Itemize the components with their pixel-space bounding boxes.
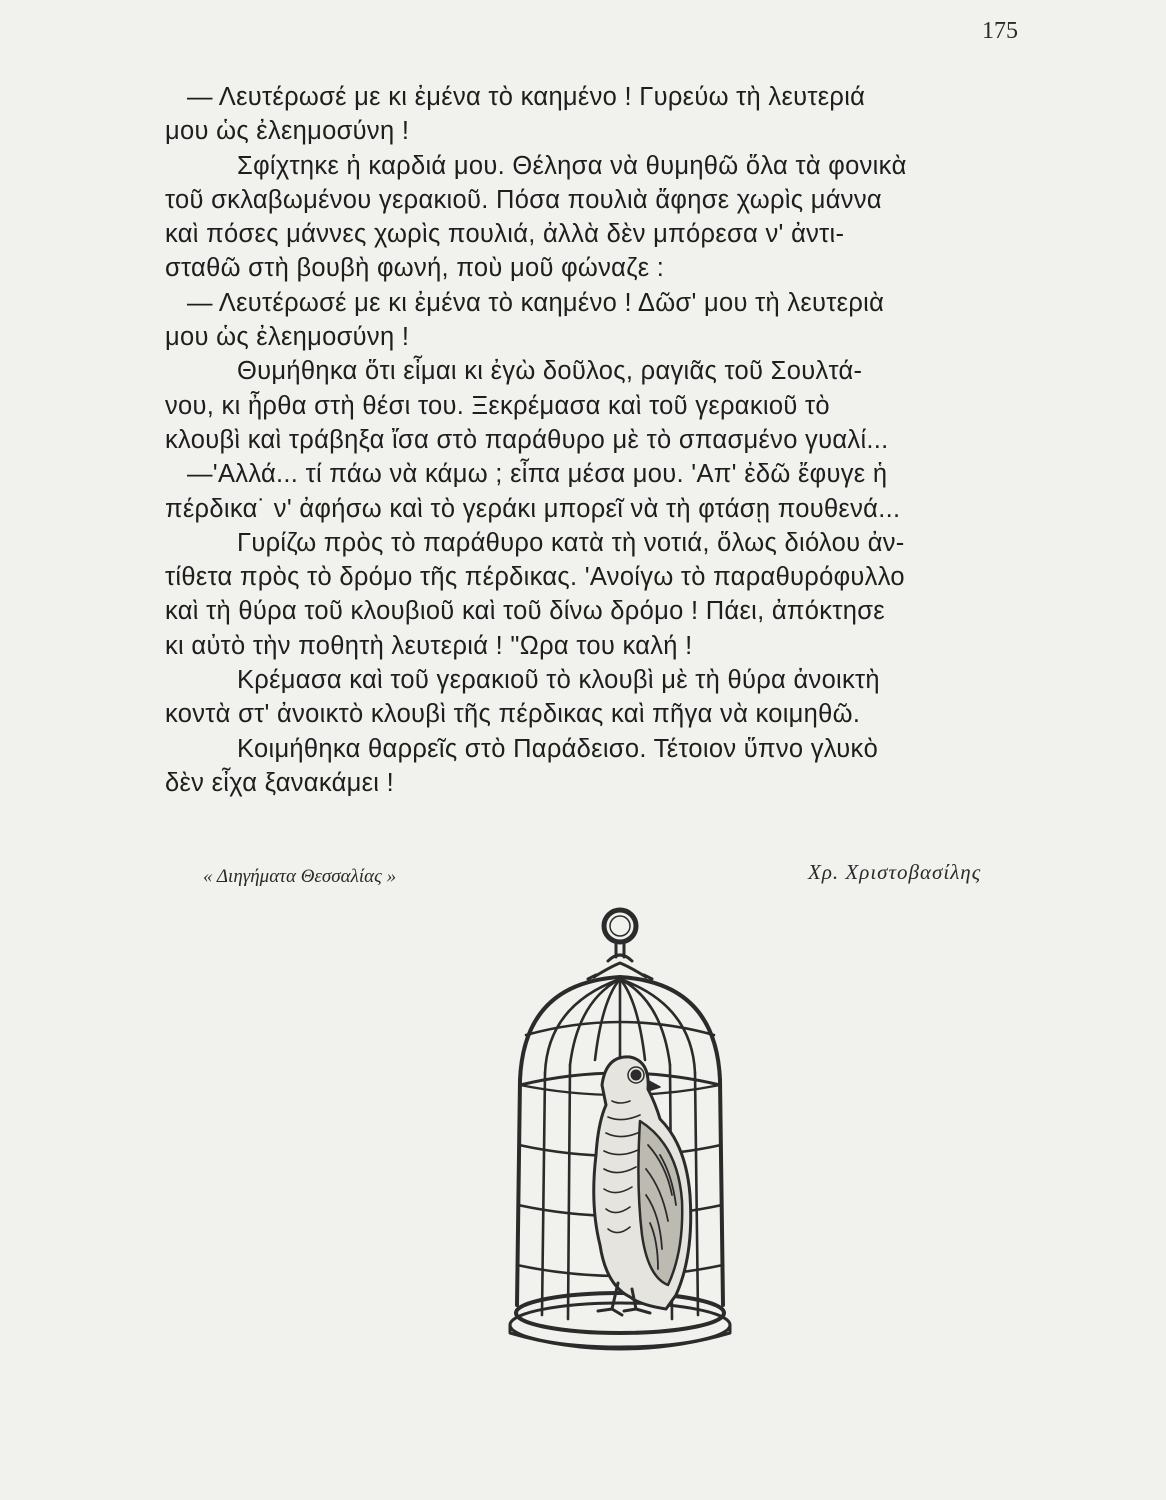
text-line: δὲν εἶχα ξανακάμει ! — [165, 768, 395, 797]
paragraph-5 — [165, 457, 1035, 526]
text-line: Γυρίζω πρὸς τὸ παράθυρο κατὰ τὴ νοτιά, ὅλως διόλου ἀν- — [237, 528, 905, 557]
text-line: Κοιμήθηκα θαρρεῖς στὸ Παράδεισο. Τέτοιον ὕπνο γλυκὸ — [237, 734, 879, 763]
text-line: κι αὐτὸ τὴν ποθητὴ λευτεριά ! "Ωρα του καλή ! — [165, 631, 693, 660]
text-line: Θυμήθηκα ὅτι εἶμαι κι ἐγὼ δοῦλος, ραγιᾶς τοῦ Σουλτά- — [237, 357, 863, 386]
text-line: κλουβὶ καὶ τράβηξα ἴσα στὸ παράθυρο μὲ τὸ σπασμένο γυαλί... — [165, 425, 889, 454]
text-line: Σφίχτηκε ἡ καρδιά μου. Θέλησα νὰ θυμηθῶ ὅλα τὰ φονικὰ — [237, 151, 907, 180]
text-line: σταθῶ στὴ βουβὴ φωνή, ποὺ μοῦ φώναζε : — [165, 254, 665, 283]
paragraph-8 — [165, 732, 1035, 801]
text-line: —'Αλλά... τί πάω νὰ κάμω ; εἶπα μέσα μου. 'Απ' ἐδῶ ἔφυγε ἡ — [187, 460, 888, 489]
text-line: πέρδικα˙ ν' ἀφήσω καὶ τὸ γεράκι μπορεῖ νὰ τὴ φτάσῃ πουθενά... — [165, 494, 901, 523]
story-text — [165, 80, 1035, 800]
text-line: — Λευτέρωσέ με κι ἐμένα τὸ καημένο ! Δῶσ' μου τὴ λευτεριὰ — [187, 288, 885, 317]
paragraph-7 — [165, 663, 1035, 732]
author-signature: Χρ. Χριστοβασίλης — [808, 860, 982, 884]
text-line: καὶ τὴ θύρα τοῦ κλουβιοῦ καὶ τοῦ δίνω δρόμο ! Πάει, ἀπόκτησε — [165, 597, 885, 626]
paragraph-4 — [165, 354, 1035, 457]
page-number: 175 — [982, 18, 1018, 44]
text-line: κοντὰ στ' ἀνοικτὸ κλουβὶ τῆς πέρδικας καὶ πῆγα νὰ κοιμηθῶ. — [165, 700, 861, 729]
paragraph-6 — [165, 526, 1035, 663]
text-line: μου ὡς ἐλεημοσύνη ! — [165, 117, 410, 146]
paragraph-3 — [165, 286, 1035, 355]
text-line: τοῦ σκλαβωμένου γερακιοῦ. Πόσα πουλιὰ ἄφησε χωρὶς μάννα — [165, 185, 882, 214]
source-citation: « Διηγήματα Θεσσαλίας » — [203, 866, 397, 887]
text-line: Κρέμασα καὶ τοῦ γερακιοῦ τὸ κλουβὶ μὲ τὴ θύρα ἀνοικτὴ — [237, 666, 880, 695]
text-line: μου ὡς ἐλεημοσύνη ! — [165, 323, 410, 352]
paragraph-2 — [165, 149, 1035, 286]
birdcage-with-partridge-icon — [490, 905, 750, 1375]
text-line: καὶ πόσες μάννες χωρὶς πουλιά, ἀλλὰ δὲν μπόρεσα ν' ἀντι- — [165, 220, 845, 249]
text-line: — Λευτέρωσέ με κι ἐμένα τὸ καημένο ! Γυρεύω τὴ λευτεριά — [187, 83, 866, 111]
text-line: νου, κι ἦρθα στὴ θέσι του. Ξεκρέμασα καὶ τοῦ γερακιοῦ τὸ — [165, 391, 830, 420]
paragraph-1 — [165, 80, 1035, 149]
text-line: τίθετα πρὸς τὸ δρόμο τῆς πέρδικας. 'Ανοίγω τὸ παραθυρόφυλλο — [165, 563, 905, 592]
